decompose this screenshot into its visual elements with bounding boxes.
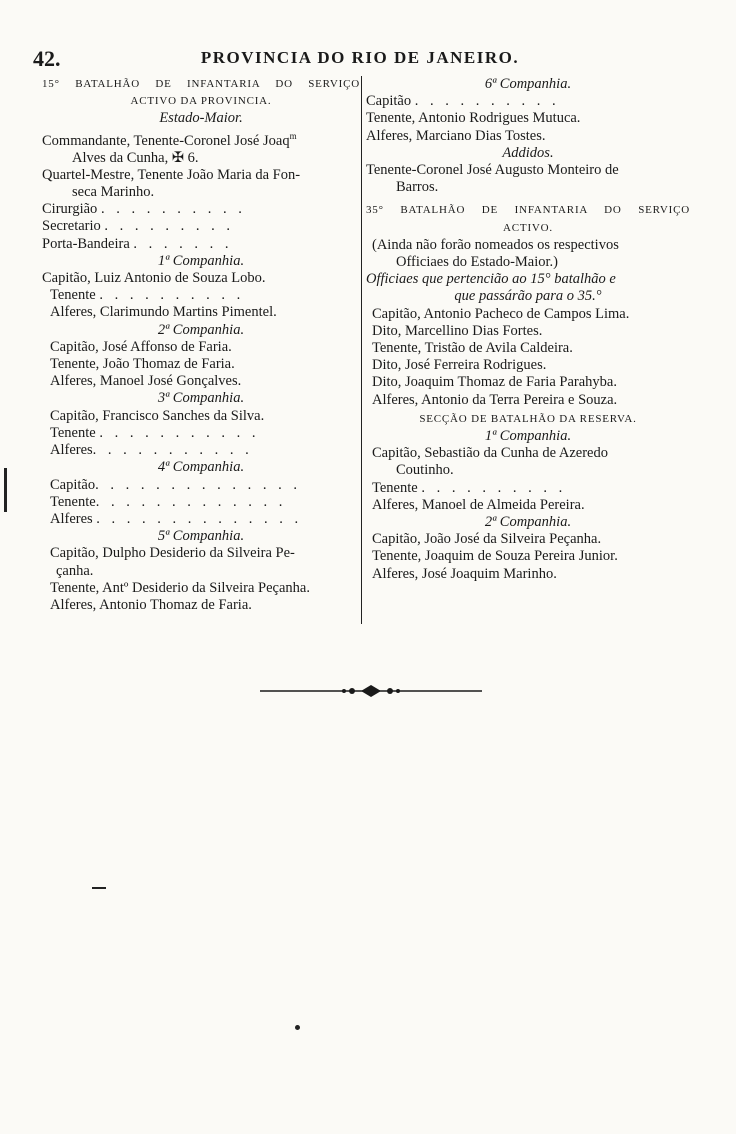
company-4-ensign: Alferes . . . . . . . . . . . . . .	[50, 510, 303, 527]
company-2-lieutenant: Tenente, João Thomaz de Faria.	[50, 356, 235, 373]
addidos-heading: Addidos.	[502, 144, 554, 161]
reserve-company-2-lieutenant: Tenente, Joaquim de Souza Pereira Junior.	[372, 548, 618, 565]
cirurgiao-line: Cirurgião . . . . . . . . . .	[42, 201, 246, 218]
company-5-ensign: Alferes, Antonio Thomaz de Faria.	[50, 596, 252, 613]
battalion-35-note: (Ainda não forão nomeados os respectivos	[372, 236, 619, 253]
company-2-ensign: Alferes, Manoel José Gonçalves.	[50, 373, 242, 390]
transferred-officers-note-cont: que passárão para o 35.°	[454, 288, 602, 305]
company-6-heading: 6ª Companhia.	[484, 76, 572, 92]
company-1-heading: 1ª Companhia.	[157, 252, 245, 269]
addidos-line: Tenente-Coronel José Augusto Monteiro de	[366, 162, 619, 179]
company-6-lieutenant: Tenente, Antonio Rodrigues Mutuca.	[366, 110, 581, 127]
left-column	[42, 76, 360, 614]
reserve-company-2-ensign: Alferes, José Joaquim Marinho.	[372, 565, 557, 582]
officer-line-5: Dito, Joaquim Thomaz de Faria Parahyba.	[372, 374, 617, 391]
porta-bandeira-line: Porta-Bandeira . . . . . . .	[42, 235, 233, 252]
commandante-line-cont: Alves da Cunha, ✠ 6.	[72, 149, 199, 166]
ornament-divider	[260, 684, 482, 698]
battalion-15-title: 15° BATALHÃO DE INFANTARIA DO SERVIÇO	[42, 78, 360, 90]
edge-mark	[4, 468, 7, 512]
battalion-35-note-cont: Officiaes do Estado-Maior.)	[396, 254, 559, 271]
dot-mark	[295, 1025, 300, 1030]
officer-line-3: Tenente, Tristão de Avila Caldeira.	[372, 340, 573, 357]
battalion-35-title: 35° BATALHÃO DE INFANTARIA DO SERVIÇO	[366, 204, 690, 217]
company-2-captain: Capitão, José Affonso de Faria.	[50, 338, 232, 355]
estado-maior-heading: Estado-Maior.	[159, 110, 243, 127]
company-4-lieutenant: Tenente. . . . . . . . . . . . .	[50, 493, 287, 510]
company-5-heading: 5ª Companhia.	[157, 528, 245, 545]
company-1-lieutenant: Tenente . . . . . . . . . .	[50, 287, 245, 304]
company-4-heading: 4ª Companhia.	[157, 459, 245, 476]
officer-line-4: Dito, José Ferreira Rodrigues.	[372, 357, 547, 374]
addidos-line-cont: Barros.	[396, 179, 439, 196]
reserve-company-2-captain: Capitão, João José da Silveira Peçanha.	[372, 531, 602, 548]
reserve-company-1-captain-cont: Coutinho.	[396, 462, 454, 479]
battalion-35-subtitle: ACTIVO.	[503, 221, 553, 234]
reserve-company-1-captain: Capitão, Sebastião da Cunha de Azeredo	[372, 445, 608, 462]
company-6-captain: Capitão . . . . . . . . . .	[366, 93, 560, 110]
company-3-heading: 3ª Companhia.	[157, 390, 245, 407]
company-5-lieutenant: Tenente, Antº Desiderio da Silveira Peçanha.	[50, 579, 310, 596]
quartel-mestre-line: Quartel-Mestre, Tenente João Maria da Fon-	[42, 166, 301, 183]
reserve-company-1-lieutenant: Tenente . . . . . . . . . .	[372, 479, 567, 496]
company-6-ensign: Alferes, Marciano Dias Tostes.	[366, 127, 546, 144]
reserve-company-1-heading: 1ª Companhia.	[484, 428, 572, 445]
reserve-company-1-ensign: Alferes, Manoel de Almeida Pereira.	[372, 496, 585, 513]
officer-line-6: Alferes, Antonio da Terra Pereira e Souza.	[372, 391, 618, 408]
company-3-lieutenant: Tenente . . . . . . . . . . .	[50, 424, 260, 441]
officer-line-1: Capitão, Antonio Pacheco de Campos Lima.	[372, 305, 630, 322]
battalion-15-subtitle: ACTIVO DA PROVINCIA.	[130, 95, 272, 108]
column-divider	[361, 76, 362, 624]
dash-mark	[92, 887, 106, 889]
company-1-captain: Capitão, Luiz Antonio de Souza Lobo.	[42, 270, 266, 287]
page-header	[30, 46, 690, 70]
company-4-captain: Capitão. . . . . . . . . . . . . .	[50, 476, 301, 493]
reserve-section-heading: SECÇÃO DE BATALHÃO DA RESERVA.	[419, 412, 637, 425]
quartel-mestre-line-cont: seca Marinho.	[72, 184, 155, 201]
company-1-ensign: Alferes, Clarimundo Martins Pimentel.	[50, 304, 277, 321]
company-5-captain: Capitão, Dulpho Desiderio da Silveira Pe-	[50, 545, 295, 562]
officer-line-2: Dito, Marcellino Dias Fortes.	[372, 322, 543, 339]
right-column	[366, 76, 690, 583]
company-2-heading: 2ª Companhia.	[157, 321, 245, 338]
secretario-line: Secretario . . . . . . . . .	[42, 218, 235, 235]
running-title: PROVINCIA DO RIO DE JANEIRO.	[200, 48, 520, 67]
company-3-ensign: Alferes. . . . . . . . . . .	[50, 442, 253, 459]
transferred-officers-note: Officiaes que pertencião ao 15° batalhão e	[366, 271, 616, 288]
reserve-company-2-heading: 2ª Companhia.	[484, 514, 572, 531]
commandante-line: Commandante, Tenente-Coronel José Joaq$^m$	[42, 130, 297, 149]
company-5-captain-cont: çanha.	[56, 562, 94, 579]
page-number: 42.	[33, 46, 61, 71]
company-3-captain: Capitão, Francisco Sanches da Silva.	[50, 407, 265, 424]
